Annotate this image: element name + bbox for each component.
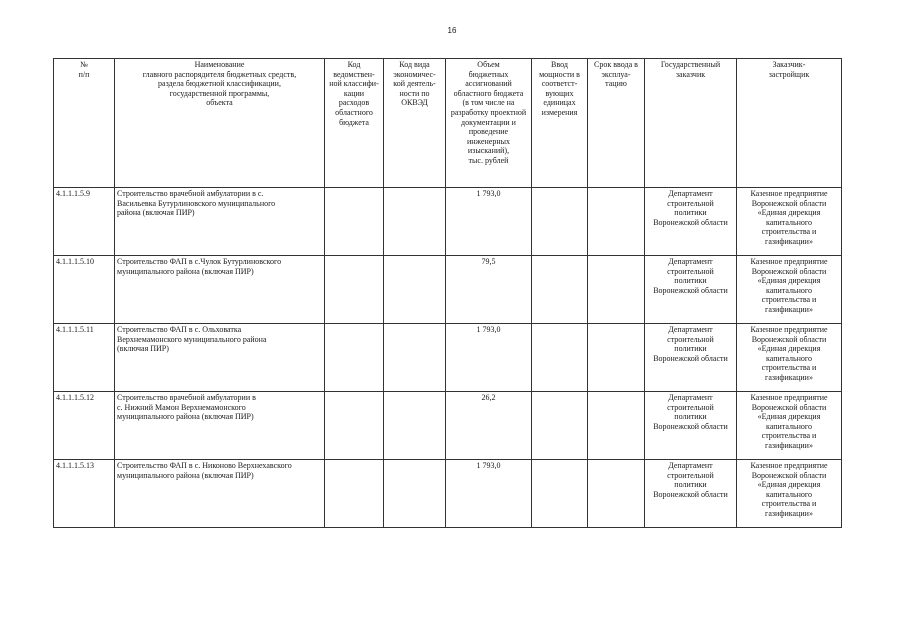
row-okved xyxy=(384,188,446,256)
header-customer: Государственный заказчик xyxy=(645,59,737,188)
row-number: 4.1.1.1.5.11 xyxy=(54,324,115,392)
row-volume: 1 793,0 xyxy=(446,460,532,528)
row-volume: 1 793,0 xyxy=(446,324,532,392)
row-capacity xyxy=(532,256,588,324)
row-number: 4.1.1.1.5.13 xyxy=(54,460,115,528)
row-name: Строительство ФАП в с. Никоново Верхнехавского муниципального района (включая ПИР) xyxy=(115,460,325,528)
row-term xyxy=(588,324,645,392)
table-row xyxy=(54,392,842,460)
row-volume: 26,2 xyxy=(446,392,532,460)
row-developer: Казенное предприятие Воронежской области «Единая дирекция капитального строительства и газификации» xyxy=(737,460,842,528)
row-dept-code xyxy=(325,460,384,528)
row-customer: Департамент строительной политики Воронежской области xyxy=(645,324,737,392)
table-row xyxy=(54,188,842,256)
row-dept-code xyxy=(325,188,384,256)
header-term: Срок ввода в эксплуа- тацию xyxy=(588,59,645,188)
header-capacity: Ввод мощности в соответст- вующих единицах измерения xyxy=(532,59,588,188)
row-customer: Департамент строительной политики Воронежской области xyxy=(645,392,737,460)
header-volume: Объем бюджетных ассигнований областного бюджета (в том числе на разработку проектной документации и проведение инженерных изысканий), тыс. рублей xyxy=(446,59,532,188)
row-okved xyxy=(384,392,446,460)
row-name: Строительство врачебной амбулатории в с. Нижний Мамон Верхнемамонского муниципального района (включая ПИР) xyxy=(115,392,325,460)
page-number: 16 xyxy=(447,26,457,35)
row-capacity xyxy=(532,392,588,460)
row-name: Строительство ФАП в с. Ольховатка Верхнемамонского муниципального района (включая ПИР) xyxy=(115,324,325,392)
row-volume: 79,5 xyxy=(446,256,532,324)
row-name: Строительство ФАП в с.Чулок Бутурлиновского муниципального района (включая ПИР) xyxy=(115,256,325,324)
row-dept-code xyxy=(325,324,384,392)
row-okved xyxy=(384,324,446,392)
row-okved xyxy=(384,256,446,324)
budget-table xyxy=(53,58,842,528)
header-okved: Код вида экономичес- кой деятель- ности по ОКВЭД xyxy=(384,59,446,188)
row-developer: Казенное предприятие Воронежской области «Единая дирекция капитального строительства и газификации» xyxy=(737,188,842,256)
row-dept-code xyxy=(325,256,384,324)
row-capacity xyxy=(532,460,588,528)
header-number: № п/п xyxy=(54,59,115,188)
row-dept-code xyxy=(325,392,384,460)
row-term xyxy=(588,460,645,528)
row-developer: Казенное предприятие Воронежской области «Единая дирекция капитального строительства и газификации» xyxy=(737,256,842,324)
table-row xyxy=(54,256,842,324)
row-developer: Казенное предприятие Воронежской области «Единая дирекция капитального строительства и газификации» xyxy=(737,324,842,392)
row-number: 4.1.1.1.5.9 xyxy=(54,188,115,256)
row-term xyxy=(588,188,645,256)
row-capacity xyxy=(532,188,588,256)
row-term xyxy=(588,256,645,324)
header-name: Наименование главного распорядителя бюджетных средств, раздела бюджетной классификации, государственной программы, объекта xyxy=(115,59,325,188)
row-number: 4.1.1.1.5.12 xyxy=(54,392,115,460)
row-customer: Департамент строительной политики Воронежской области xyxy=(645,460,737,528)
row-developer: Казенное предприятие Воронежской области «Единая дирекция капитального строительства и газификации» xyxy=(737,392,842,460)
table-header-row xyxy=(54,59,842,188)
row-customer: Департамент строительной политики Воронежской области xyxy=(645,256,737,324)
row-term xyxy=(588,392,645,460)
header-developer: Заказчик- застройщик xyxy=(737,59,842,188)
row-okved xyxy=(384,460,446,528)
table-row xyxy=(54,324,842,392)
row-number: 4.1.1.1.5.10 xyxy=(54,256,115,324)
header-dept-code: Код ведомствен- ной классифи- кации расходов областного бюджета xyxy=(325,59,384,188)
row-volume: 1 793,0 xyxy=(446,188,532,256)
row-name: Строительство врачебной амбулатории в с. Васильевка Бутурлиновского муниципального района (включая ПИР) xyxy=(115,188,325,256)
table-row xyxy=(54,460,842,528)
row-customer: Департамент строительной политики Воронежской области xyxy=(645,188,737,256)
row-capacity xyxy=(532,324,588,392)
